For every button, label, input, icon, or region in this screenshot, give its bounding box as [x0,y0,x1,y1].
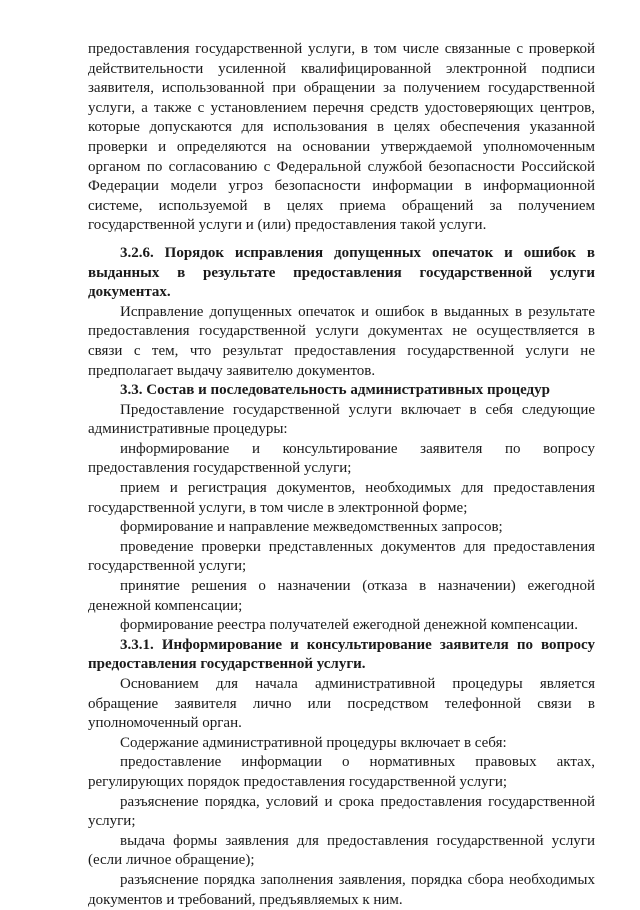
paragraph-intro: предоставления государственной услуги, в том числе связанные с проверкой действительности усиленной квалифицированной электронной подписи заявителя, использованной при обращении за получением государственной услуги, а также с установлением перечня средств удостоверяющих центров, которые допускаются для использования в целях обеспечения указанной проверки и определяются на основании утверждаемой уполномоченным органом по согласованию с Федеральной службой безопасности Российской Федерации модели угроз безопасности информации в информационной системе, используемой в целях приема обращений за получением государственной услуги и (или) предоставления такой услуги. [88,41,595,234]
procedure-item: информирование и консультирование заявителя по вопросу предоставления государственной услуги; [88,440,595,477]
procedure-item: формирование и направление межведомственных запросов; [120,519,503,536]
procedure-item: формирование реестра получателей ежегодной денежной компенсации. [120,617,578,634]
paragraph-includes: Предоставление государственной услуги включает в себя следующие административные процедуры: [88,401,595,438]
content-item: разъяснение порядка заполнения заявления, порядка сбора необходимых документов и требований, предъявляемых к ним. [88,871,595,908]
paragraph-corrections: Исправление допущенных опечаток и ошибок в выданных в результате предоставления государственной услуги документах не осуществляется в связи с тем, что результат предоставления государственной услуги не предполагает выдачу заявителю документов. [88,303,595,379]
content-item: выдача формы заявления для предоставления государственной услуги (если личное обращение); [88,832,595,869]
heading-3-3: 3.3. Состав и последовательность административных процедур [120,382,550,399]
content-item: разъяснение порядка, условий и срока предоставления государственной услуги; [88,793,595,830]
heading-3-2-6: 3.2.6. Порядок исправления допущенных опечаток и ошибок в выданных в результате предоставления государственной услуги документах. [88,244,595,301]
procedure-item: прием и регистрация документов, необходимых для предоставления государственной услуги, в том числе в электронной форме; [88,480,595,516]
paragraph-content: Содержание административной процедуры включает в себя: [120,734,507,751]
paragraph-basis: Основанием для начала административной процедуры является обращение заявителя лично или посредством телефонной связи в уполномоченный орган. [88,676,595,732]
procedure-item: принятие решения о назначении (отказа в назначении) ежегодной денежной компенсации; [88,578,595,614]
procedure-item: проведение проверки представленных документов для предоставления государственной услуги; [88,538,595,575]
heading-3-3-1: 3.3.1. Информирование и консультирование заявителя по вопросу предоставления государственной услуги. [88,636,595,673]
content-item: предоставление информации о нормативных правовых актах, регулирующих порядок предоставления государственной услуги; [88,754,595,790]
